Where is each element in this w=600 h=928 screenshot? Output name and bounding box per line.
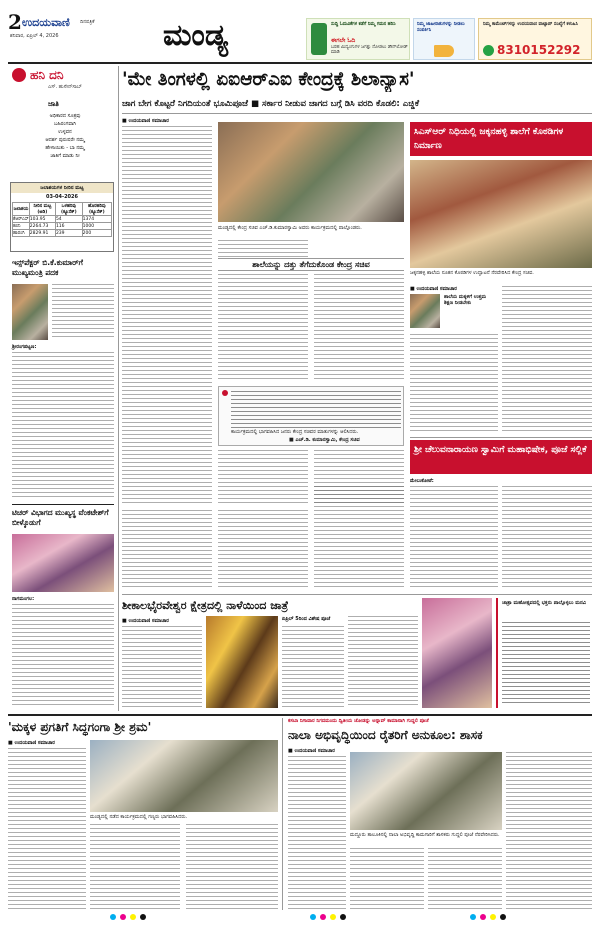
- temple-dateline: ಮೇಲುಕೋಟೆ:: [410, 478, 434, 484]
- bottom-right-col-4: [506, 752, 592, 910]
- jathre-tag: ■ ಉದಯವಾಣಿ ಸಮಾಚಾರ: [122, 618, 169, 624]
- megaphone-icon: [434, 45, 454, 57]
- reg-dot: [470, 914, 476, 920]
- reg-dot: [330, 914, 336, 920]
- bottom-left-col-2: [90, 824, 180, 910]
- quote-icon: [222, 390, 228, 396]
- poem-line: ಆದರ್ಶ ಪುರುಷರೇ ನಮ್ಮ: [45, 137, 85, 143]
- poem-title: ಜಾತಿ: [48, 100, 59, 108]
- phone-icon: [311, 23, 327, 55]
- poem-line: ಬಹಿರಂಗವಾಗಿ: [53, 121, 77, 127]
- divider: [12, 504, 114, 505]
- dam-header-cell: ಒಳಹರಿವು (ಕ್ಯೂಸೆಕ್): [55, 203, 82, 216]
- masthead: ಉದಯವಾಣಿ: [22, 16, 70, 29]
- bottom-left-col-3: [186, 824, 278, 910]
- reg-dot: [140, 914, 146, 920]
- jathre-photo: [206, 616, 278, 708]
- ad1-bottom: ಬರಹ ಮಿದ್ವಂಗುಗಳ ಜಗತ್ತು ನೋಡಲು ಡೌನ್‌ಲೋಡ್ ಮಾಡಿ: [331, 45, 408, 55]
- jathre-headline[interactable]: ಶೀಕಾಲಭೈರವೇಶ್ವರ ಕ್ಷೇತ್ರದಲ್ಲಿ ನಾಳೆಯಿಂದ ಜಾತ್ರೆ: [122, 599, 289, 612]
- lead-col-3: [218, 274, 308, 382]
- dam-cell: 103.95: [29, 216, 55, 223]
- dam-row: [13, 223, 112, 230]
- story3-dateline: ನಾಗಮಂಗಲ:: [12, 596, 35, 602]
- bottom-right-photo: [350, 752, 502, 830]
- reg-dot: [480, 914, 486, 920]
- header-rule: [8, 62, 592, 64]
- story3-body: [12, 604, 114, 706]
- lead-rule: [122, 113, 592, 114]
- ad1-top: ಸುದ್ದಿ ಓದುವಿಕೆಗಳ ಕಡೆಗೆ ನಿಮ್ಮ ಗಮನ ಹರಿಸಿ: [331, 22, 396, 27]
- reg-dot: [130, 914, 136, 920]
- bottom-right-kicker: ಕಸಬಾ ನಿಗಾವಾರ ನಿಗದಮಂದು ದ್ವಿತೀಯ ಜೋಡನ್ನು ಅನ್ನಾವ್ ಕಾಮಾನಾಗಿ ಗುದ್ದಲಿ ಪೂಜೆ: [288, 718, 429, 724]
- bottom-left-caption: ಮಂಡ್ಯದಲ್ಲಿ ನಡೆದ ಕಾರ್ಯಕ್ರಮದಲ್ಲಿ ಗಣ್ಯರು ಭಾಗವಹಿಸಿದರು.: [90, 814, 188, 820]
- jathre-side-lines: [502, 622, 590, 704]
- dam-row: [13, 216, 112, 223]
- ad1-mid: ಈಗಲೇ ಓದಿ: [331, 37, 356, 44]
- dam-cell: ಕಬಿನಿ: [13, 223, 30, 230]
- bottom-right-caption: ಮದ್ದೂರು ತಾಲೂಕಿನಲ್ಲಿ ನಾಲಾ ಅಭಿವೃದ್ಧಿ ಕಾಮಗಾರಿಗೆ ಶಾಸಕರು ಗುದ್ದಲಿ ಪೂಜೆ ನೆರವೇರಿಸಿದರು.: [350, 832, 500, 838]
- bottom-rule: [8, 714, 592, 716]
- poem-line: ಅಧಿಕಾರದ ಸೂತ್ರವು: [49, 113, 81, 119]
- temple-col-1: [410, 486, 498, 590]
- poem-line: ಉಳ್ಳವನ: [58, 129, 72, 135]
- bottom-left-headline[interactable]: 'ಮಕ್ಕಳ ಪ್ರಗತಿಗೆ ಸಿದ್ಧಗಂಗಾ ಶ್ರೀ ಶ್ರಮ': [8, 720, 152, 734]
- quote-lines: [231, 391, 401, 429]
- bottom-right-col-2: [350, 848, 424, 910]
- temple-col-2: [502, 486, 592, 590]
- reg-dot: [110, 914, 116, 920]
- ad-banner-3[interactable]: [478, 18, 592, 60]
- sidebar-brand: ಹನಿ ದನಿ: [30, 68, 64, 82]
- dam-cell: 1374: [82, 216, 111, 223]
- reg-dot: [310, 914, 316, 920]
- poem-line: ಜಾತಿಗೆ ಮಾಡು ನೀ: [50, 153, 80, 159]
- story2-text: [52, 284, 114, 340]
- bottom-right-tag: ■ ಉದಯವಾಣಿ ಸಮಾಚಾರ: [288, 748, 335, 754]
- jathre-subhead: ಏಪ್ರಿಲ್ 5ರಿಂದ ವಿಶೇಷ ಪೂಜೆ: [282, 616, 331, 622]
- jathre-right-photo: [422, 598, 492, 708]
- bottom-column-rule: [282, 718, 283, 910]
- quote-text: ಕಾರ್ಯಕ್ರಮದಲ್ಲಿ ಭಾಗವಹಿಸಿದ ಜನರು ಕೇಂದ್ರ ಸಚಿವರ ಮಾತುಗಳನ್ನು ಆಲಿಸಿದರು.: [231, 429, 359, 435]
- ad3-phone: 8310152292: [497, 43, 581, 57]
- ad3-text: ನಿಮ್ಮ ಕಾಮೆಂಟ್‌ಗಳನ್ನು ಉದಯವಾಣಿ ವಾಟ್ಸಾಪ್ ಸಂಖ್ಯೆಗೆ ಕಳುಹಿಸಿ: [483, 22, 578, 27]
- lead-col-6: [218, 450, 308, 506]
- reg-dot: [500, 914, 506, 920]
- dam-cell: 116: [55, 223, 82, 230]
- dam-cell: 200: [82, 230, 111, 237]
- right-tag: ■ ಉದಯವಾಣಿ ಸಮಾಚಾರ: [410, 286, 457, 292]
- right-col-1: [410, 334, 498, 434]
- dam-header-cell: ಜಲಾಶಯ: [13, 203, 30, 216]
- column-rule: [118, 66, 119, 711]
- poem-line: ಹೇಳಾಯಿತು - ಬಾ ನಮ್ಮ: [45, 145, 85, 151]
- dam-table: [12, 202, 112, 237]
- dam-title: ಜಲಾಶಯಗಳ ನೀರಿನ ಮಟ್ಟ: [11, 183, 113, 193]
- dam-cell: 2829.91: [29, 230, 55, 237]
- mid-col-1: [218, 510, 308, 590]
- jathre-col-3: [348, 616, 418, 708]
- bottom-right-col-1: [288, 756, 346, 910]
- jathre-side-box: [496, 598, 592, 708]
- right-photo: [410, 160, 592, 268]
- reg-dot: [320, 914, 326, 920]
- temple-headline-box[interactable]: [410, 440, 592, 474]
- dam-row: [13, 230, 112, 237]
- lead-inner-headline: ಶಾಲೆಯನ್ನು ದತ್ತು ತೆಗೆದುಕೊಂಡ ಕೇಂದ್ರ ಸಚಿವ: [218, 258, 404, 271]
- right-headline: ಸಿಎಸ್‌ಆರ್ ನಿಧಿಯಲ್ಲಿ ಜಕ್ಕನಹಳ್ಳಿ ಶಾಲೆಗೆ ಕೊಠಡಿಗಳ ನಿರ್ಮಾಣ: [414, 127, 564, 151]
- right-headline-box[interactable]: [410, 122, 592, 156]
- masthead-sub: ದಿನಪತ್ರಿಕೆ: [80, 19, 95, 25]
- lead-photo-caption: ಮಂಡ್ಯದಲ್ಲಿ ಕೇಂದ್ರ ಸಚಿವ ಎಚ್.ಡಿ.ಕುಮಾರಸ್ವಾಮಿ ಅವರು ಕಾರ್ಯಕ್ರಮದಲ್ಲಿ ಪಾಲ್ಗೊಂಡರು.: [218, 225, 362, 231]
- right-inset-photo: [410, 294, 440, 328]
- ad-banner-1[interactable]: [306, 18, 410, 60]
- dam-box: [10, 182, 114, 252]
- jathre-rule: [122, 594, 592, 595]
- section-title: ಮಂಡ್ಯ: [163, 18, 229, 53]
- reg-dot: [490, 914, 496, 920]
- story3-photo: [12, 534, 114, 592]
- date-line: ಶನಿವಾರ, ಏಪ್ರಿಲ್ 4, 2026: [10, 33, 59, 39]
- bottom-right-headline[interactable]: ನಾಲಾ ಅಭಿವೃದ್ಧಿಯಿಂದ ರೈತರಿಗೆ ಅನುಕೂಲ: ಶಾಸಕ: [288, 728, 483, 742]
- dam-date: 03-04-2026: [46, 194, 78, 200]
- jathre-col-1: [122, 626, 202, 708]
- bottom-left-col-1: [8, 748, 86, 910]
- dam-header-row: [13, 203, 112, 216]
- lead-col-4: [314, 274, 404, 382]
- story2-body: [12, 352, 114, 500]
- reg-dot: [340, 914, 346, 920]
- dam-header-cell: ಹೊರಹರಿವು (ಕ್ಯೂಸೆಕ್): [82, 203, 111, 216]
- bottom-left-photo: [90, 740, 278, 812]
- ad-banner-2[interactable]: [413, 18, 475, 60]
- quote-by: ■ ಎಚ್.ಡಿ. ಕುಮಾರಸ್ವಾಮಿ, ಕೇಂದ್ರ ಸಚಿವ: [289, 437, 360, 443]
- poem-lines: [22, 112, 108, 160]
- dam-cell: 2264.73: [29, 223, 55, 230]
- dam-header-cell: ನೀರಿನ ಮಟ್ಟ (ಅಡಿ): [29, 203, 55, 216]
- lead-col-2: [218, 240, 308, 258]
- story2-photo: [12, 284, 48, 340]
- sidebar: [8, 66, 116, 711]
- reg-dot: [120, 914, 126, 920]
- dam-cell: ಹಾರಂಗಿ: [13, 230, 30, 237]
- dam-cell: 54: [55, 216, 82, 223]
- right-pull-quote: ಶಾಲೆಯ ಮಕ್ಕಳಿಗೆ ಉತ್ತಮ ಶಿಕ್ಷಣ ನೀಡಬೇಕು: [444, 294, 487, 306]
- mid-col-2: [314, 486, 404, 590]
- story2-dateline: ಶ್ರೀರಂಗಪಟ್ಟಣ:: [12, 344, 37, 350]
- lead-headline[interactable]: 'ಮೇ ತಿಂಗಳಲ್ಲಿ ಏಐಆರ್‌ಎಐ ಕೇಂದ್ರಕ್ಕೆ ಶಿಲಾನ್ಯಾಸ': [122, 69, 415, 90]
- story3-headline[interactable]: ಟಿಚರ್ ವಿಭಾಗದ ಮುಖ್ಯಸ್ಥ ವೆಂಕಟೇಶ್‌ಗೆ ಬೀಳ್ಕೊಡುಗೆ: [12, 508, 109, 527]
- lead-col-1: [122, 126, 212, 506]
- dam-cell: 239: [55, 230, 82, 237]
- temple-rule: [410, 437, 592, 438]
- right-col-2: [502, 286, 592, 434]
- story2-headline[interactable]: ಇನ್ಸ್‌ಪೆಕ್ಟರ್ ಬಿ.ಕೆ.ಕುಮಾರ್‌ಗೆ ಮುಖ್ಯಮಂತ್ರಿ ಪದಕ: [12, 258, 83, 277]
- bottom-left-tag: ■ ಉದಯವಾಣಿ ಸಮಾಚಾರ: [8, 740, 55, 746]
- registration-marks: [110, 914, 510, 922]
- whatsapp-icon: [483, 45, 494, 56]
- dam-cell: 1000: [82, 223, 111, 230]
- lead-quote-box: [218, 386, 404, 446]
- hanidani-logo: [12, 68, 26, 82]
- right-photo-caption: ಜಕ್ಕನಹಳ್ಳಿ ಶಾಲೆಯ ನೂತನ ಕೊಠಡಿಗಳ ಉದ್ಘಾಟನೆ ನೆರವೇರಿಸಿದ ಕೇಂದ್ರ ಸಚಿವ.: [410, 270, 534, 276]
- lead-subhead: ಜಾಗ ಬೇಗ ಕೊಟ್ಟರೆ ನಿಗದಿಯಂತೆ ಭೂಮಿಪೂಜೆ ■ ಸರ್ಕಾರ ನೀಡುವ ಜಾಗದ ಬಗ್ಗೆ ಡಿಸಿ ವರದಿ ಕೊಡಲಿ: ಎಚ್ಡಿಕೆ: [122, 99, 420, 109]
- bottom-right-col-3: [428, 848, 502, 910]
- lead-tag: ■ ಉದಯವಾಣಿ ಸಮಾಚಾರ: [122, 118, 169, 124]
- jathre-side-note: ಜಾತ್ರಾ ಮಹೋತ್ಸವದಲ್ಲಿ ಭಕ್ತರು ಪಾಲ್ಗೊಳ್ಳಲು ಮನವಿ: [502, 600, 586, 606]
- page-number: 2: [8, 10, 22, 34]
- ad2-text: ನಿಮ್ಮ ಜಾಹೀರಾತುಗಳನ್ನು ನೀಡಲು ಸಂಪರ್ಕಿಸಿ: [417, 22, 465, 33]
- lead-photo: [218, 122, 404, 222]
- dam-cell: ಕೆಆರ್‌ಎಸ್: [13, 217, 29, 222]
- sidebar-byline: ಎಸ್. ಹುಸೇನ್‌ಸಾಬ್: [48, 84, 82, 90]
- lead-col-bottom: [122, 510, 212, 590]
- jathre-col-2: [282, 626, 344, 708]
- temple-headline: ಶ್ರೀ ಚೆಲುವನಾರಾಯಣ ಸ್ವಾಮಿಗೆ ಮಹಾಭಿಷೇಕ, ಪೂಜೆ ಸಲ್ಲಿಕೆ: [414, 445, 587, 455]
